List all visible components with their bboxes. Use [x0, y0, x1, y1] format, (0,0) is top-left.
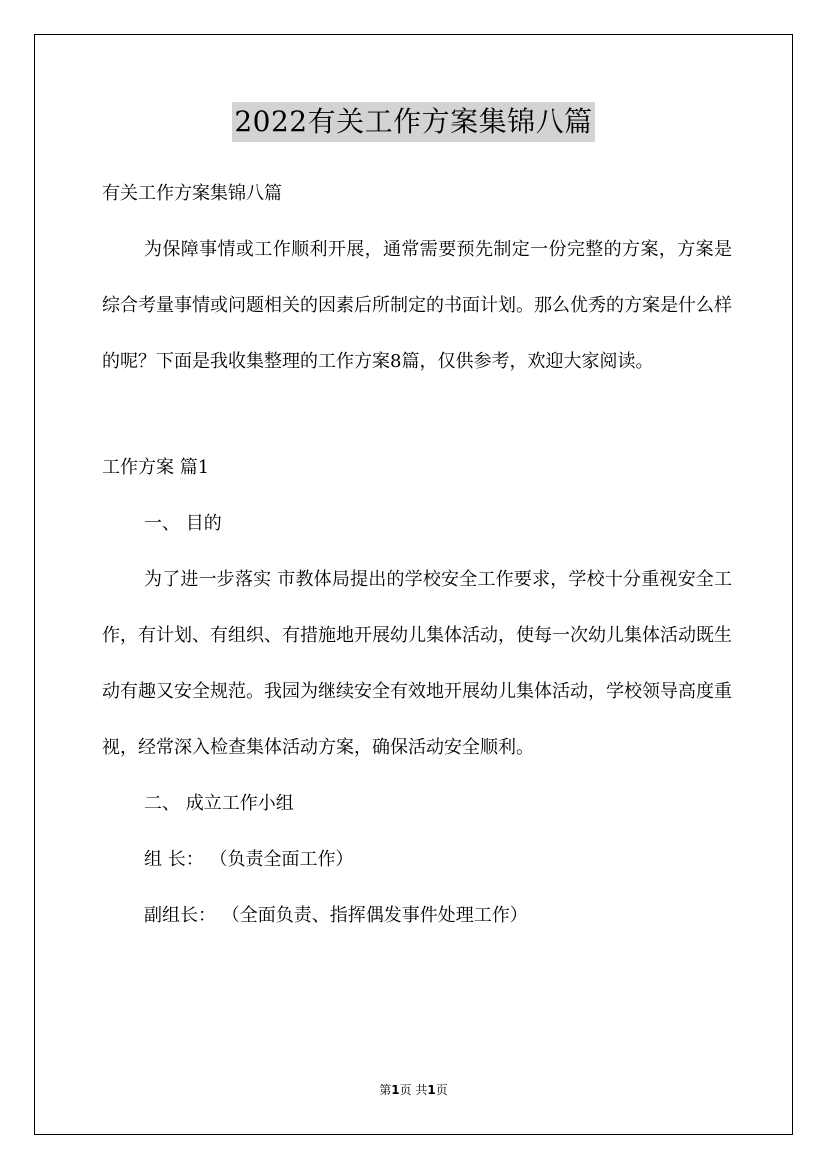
- document-title: 2022有关工作方案集锦八篇: [232, 102, 594, 142]
- page-footer: [0, 1080, 827, 1100]
- section-heading: 工作方案 篇1: [102, 457, 210, 478]
- item1-paragraph: 为了进一步落实 市教体局提出的学校安全工作要求，学校十分重视安全工作，有计划、有组织、有措施地开展幼儿集体活动，使每一次幼儿集体活动既生动有趣又安全规范。我园为继续安全有效地开展幼儿集体活动，学校领导高度重视，经常深入检查集体活动方案，确保活动安全顺利。: [102, 569, 732, 758]
- vice-leader-line: 副组长： （全面负责、指挥偶发事件处理工作）: [144, 905, 528, 926]
- item2-heading: 二、 成立工作小组: [144, 793, 294, 814]
- spacer: [102, 390, 732, 440]
- leader-line: 组 长： （负责全面工作）: [144, 849, 354, 870]
- footer-suffix: 页: [435, 1083, 448, 1097]
- footer-prefix: 第: [379, 1083, 392, 1097]
- footer-page-total: 1: [427, 1083, 436, 1097]
- document-body: [102, 166, 732, 944]
- footer-mid: 页 共: [399, 1083, 428, 1097]
- intro-paragraph: 为保障事情或工作顺利开展，通常需要预先制定一份完整的方案，方案是综合考量事情或问题相关的因素后所制定的书面计划。那么优秀的方案是什么样的呢？下面是我收集整理的工作方案8篇，仅供参考，欢迎大家阅读。: [102, 239, 732, 372]
- document-subtitle: 有关工作方案集锦八篇: [102, 183, 282, 204]
- footer-page-number: 1: [391, 1083, 400, 1097]
- title-container: [0, 102, 827, 142]
- item1-heading: 一、 目的: [144, 513, 222, 534]
